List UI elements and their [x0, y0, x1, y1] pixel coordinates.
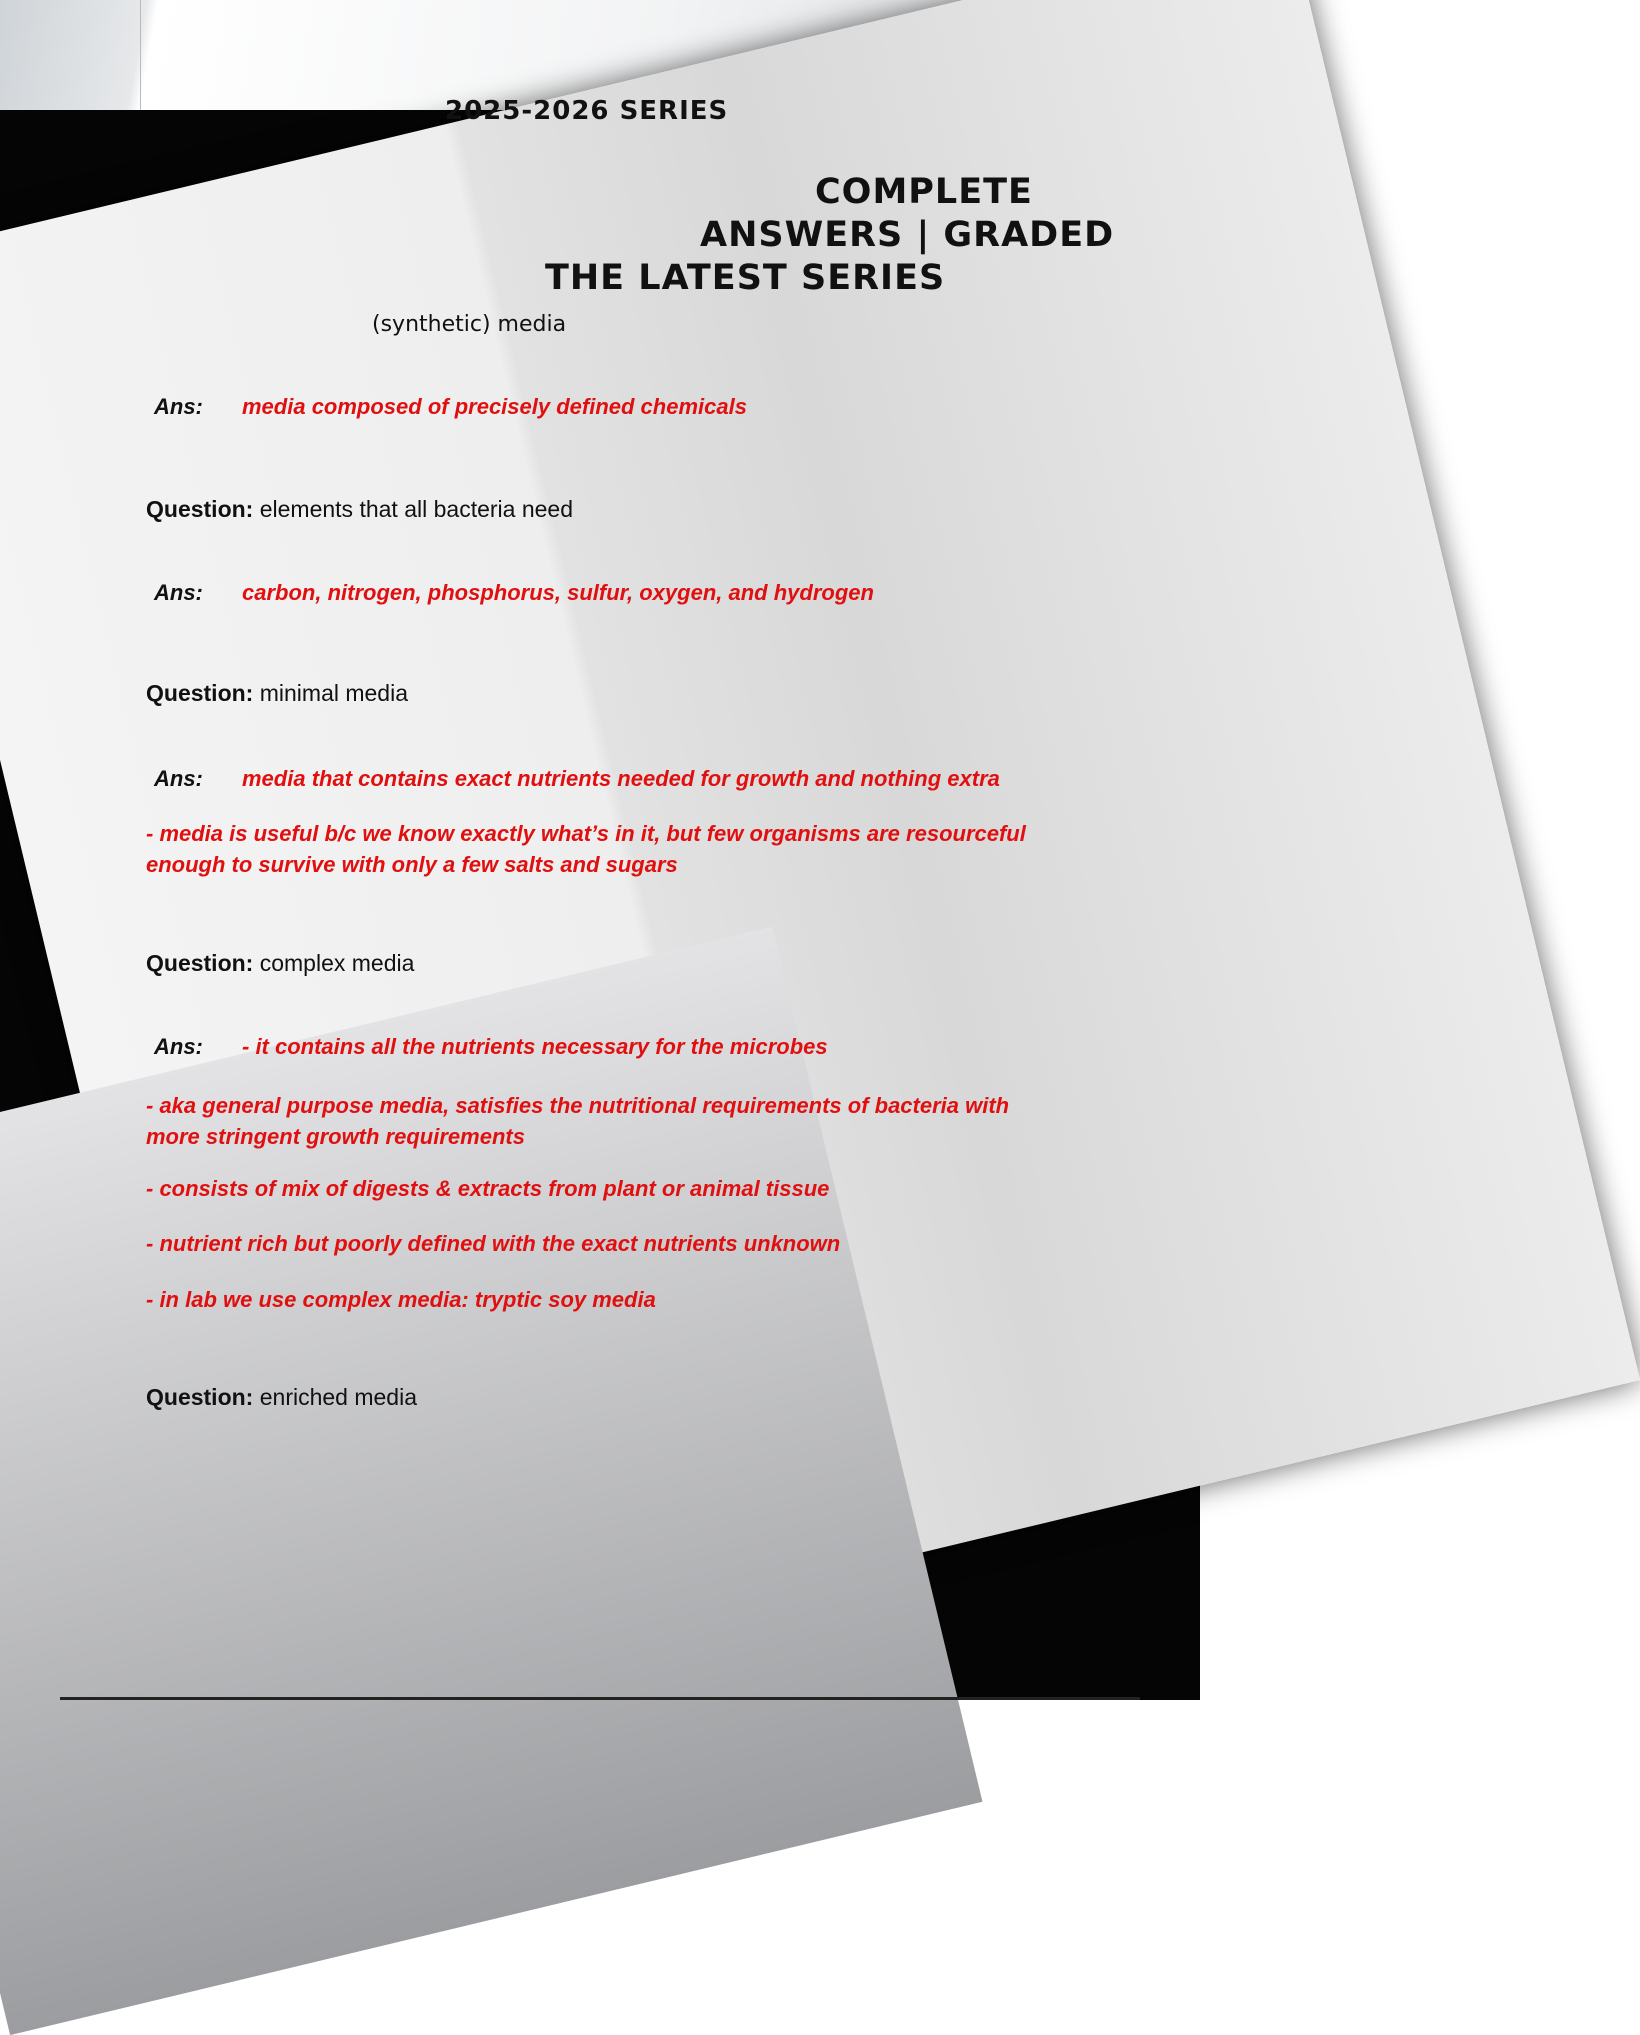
question-label: Question:: [146, 950, 254, 976]
answer-note: - media is useful b/c we know exactly what’s in it, but few organisms are resourceful enough to survive with only a few salts and sugars: [146, 821, 1026, 877]
question-text: complex media: [259, 950, 415, 976]
answer-block-1: [146, 394, 1046, 420]
bottom-rule: [60, 1697, 1140, 1700]
series-heading: [445, 96, 728, 110]
title-line-3: THE LATEST SERIES: [545, 258, 946, 298]
question-text: minimal media: [259, 680, 408, 706]
answer-text: - it contains all the nutrients necessary for the microbes: [242, 1034, 828, 1059]
note-block-4c: [146, 1228, 1046, 1259]
photo-background: [0, 110, 1200, 1700]
answer-text: media that contains exact nutrients needed for growth and nothing extra: [242, 766, 1000, 791]
answer-block-2: [146, 580, 1046, 606]
answer-2: [146, 580, 1046, 606]
qa-block-4: [146, 950, 1046, 977]
answer-note: - nutrient rich but poorly defined with the exact nutrients unknown: [146, 1231, 841, 1256]
qa-block-2: [146, 496, 1046, 523]
question-text: enriched media: [259, 1384, 417, 1410]
answer-block-4: [146, 1034, 1046, 1060]
qa-block-5: [146, 1384, 1046, 1411]
question-4: [146, 950, 1046, 977]
paper-fold: [140, 0, 141, 110]
title-line-1: COMPLETE: [815, 172, 1033, 212]
question-text: elements that all bacteria need: [259, 496, 573, 522]
question-label: Question:: [146, 496, 254, 522]
question-2: [146, 496, 1046, 523]
first-question-fragment: (synthetic) media: [372, 312, 567, 337]
answer-1: [146, 394, 1046, 420]
note-block-4b: [146, 1173, 1046, 1204]
answer-label: Ans:: [154, 394, 203, 419]
question-3: [146, 680, 1046, 707]
qa-block-3: [146, 680, 1046, 707]
answer-3: [146, 766, 1046, 792]
note-block-4a: [146, 1090, 1046, 1152]
answer-label: Ans:: [154, 1034, 203, 1059]
answer-text: media composed of precisely defined chemicals: [242, 394, 747, 419]
answer-text: carbon, nitrogen, phosphorus, sulfur, oxygen, and hydrogen: [242, 580, 874, 605]
answer-note: - in lab we use complex media: tryptic soy media: [146, 1287, 656, 1312]
answer-label: Ans:: [154, 580, 203, 605]
answer-4: [146, 1034, 1046, 1060]
title-line-2: ANSWERS | GRADED: [700, 215, 1115, 255]
question-label: Question:: [146, 680, 254, 706]
note-block-3: [146, 818, 1046, 880]
question-label: Question:: [146, 1384, 254, 1410]
answer-label: Ans:: [154, 766, 203, 791]
answer-note: - consists of mix of digests & extracts from plant or animal tissue: [146, 1176, 830, 1201]
answer-note: - aka general purpose media, satisfies the nutritional requirements of bacteria with more stringent growth requirements: [146, 1093, 1010, 1149]
question-5: [146, 1384, 1046, 1411]
note-block-4d: [146, 1284, 1046, 1315]
answer-block-3: [146, 766, 1046, 792]
